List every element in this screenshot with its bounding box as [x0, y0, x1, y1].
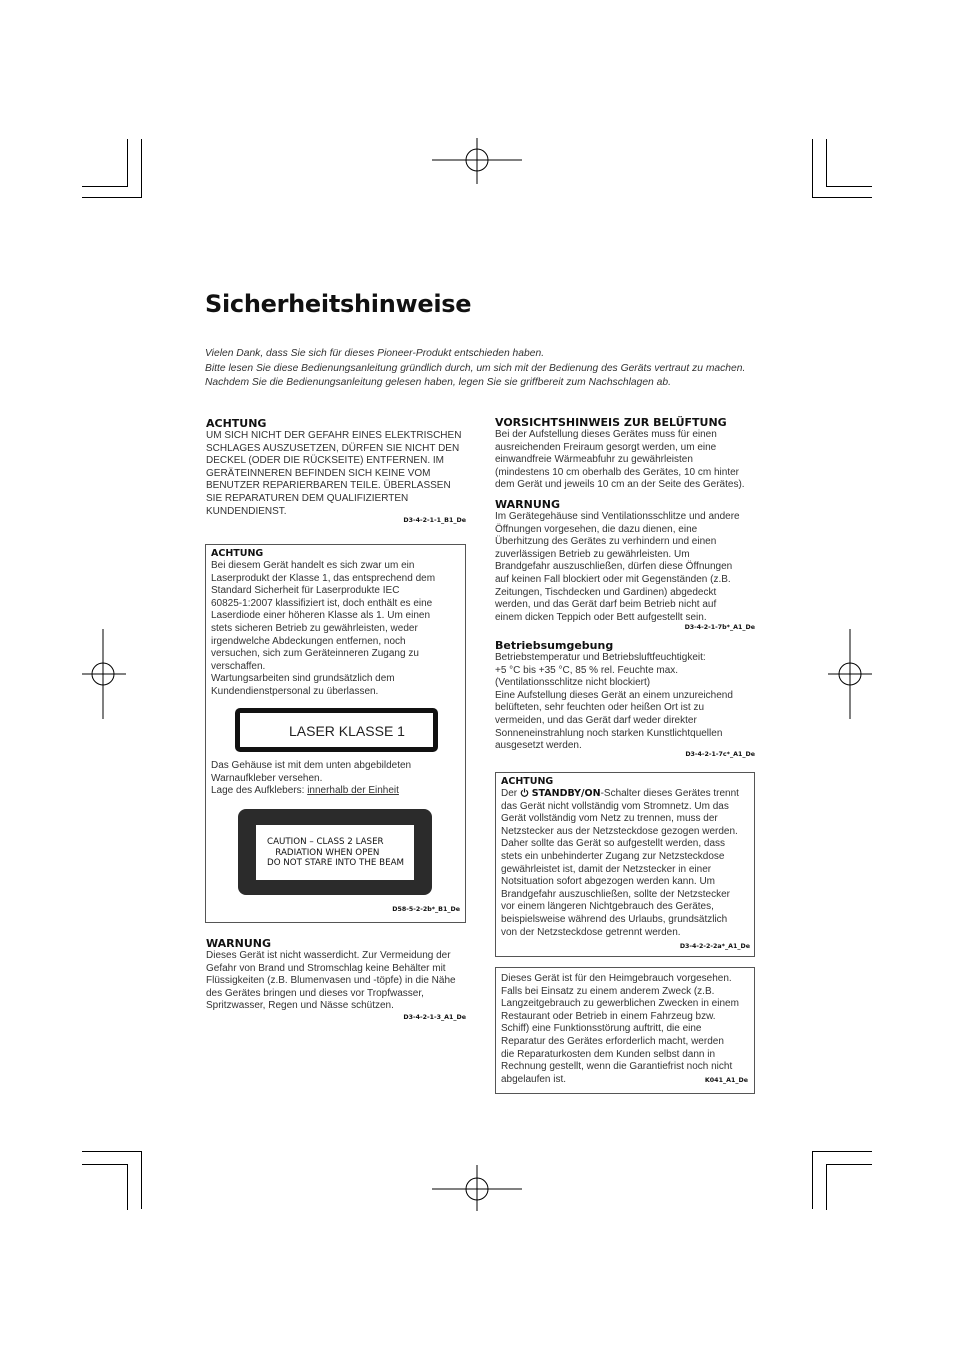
laser-warning-box	[205, 544, 466, 923]
paragraph-line: das Gerät nicht vollständig vom Stromnetz. Um das	[501, 800, 729, 812]
paragraph-line: Spritzwasser, Regen und Nässe schützen.	[206, 1000, 394, 1012]
sticker-location-value: innerhalb der Einheit	[307, 785, 399, 797]
paragraph-line: Der STANDBY/ON-Schalter dieses Gerätes trennt	[501, 788, 739, 799]
paragraph-line: (Ventilationsschlitze nicht blockiert)	[495, 677, 651, 689]
section-heading: VORSICHTSHINWEIS ZUR BELÜFTUNG	[495, 416, 727, 429]
paragraph-line: einwandfreie Wärmeabfuhr zu gewährleisten	[495, 454, 693, 466]
paragraph-line: Das Gehäuse ist mit dem unten abgebildeten	[211, 760, 412, 771]
paragraph-line: (mindestens 10 cm oberhalb des Gerätes, 10 cm hinter	[495, 466, 740, 478]
box-heading: ACHTUNG	[211, 548, 264, 559]
paragraph-line: versuchen, sich zum Geräteinneren Zugang zu	[211, 648, 419, 660]
paragraph-line: +5 °C bis +35 °C, 85 % rel. Feuchte max.	[495, 664, 679, 676]
paragraph-line: Wartungsarbeiten sind grundsätzlich dem	[211, 673, 395, 685]
paragraph-line: dem Gerät und jeweils 10 cm an der Seite des Gerätes).	[495, 479, 745, 491]
paragraph-line: Standard Sicherheit für Laserprodukte IEC	[211, 585, 400, 597]
paragraph-line: von der Netzsteckdose getrennt werden.	[501, 926, 681, 938]
home-use-box	[495, 967, 755, 1094]
power-icon	[520, 788, 529, 797]
paragraph-line: Langzeitgebrauch zu gewerblichen Zwecken in einem	[501, 998, 739, 1010]
paragraph-line: Betriebstemperatur und Betriebsluftfeuchtigkeit:	[495, 652, 706, 663]
intro-line: Bitte lesen Sie diese Bedienungsanleitung gründlich durch, um sich mit der Bedienung des Geräts vertraut zu machen.	[205, 362, 746, 374]
paragraph-line: Gefahr von Brand und Stromschlag keine Behälter mit	[206, 962, 446, 974]
warnung-openings-section	[495, 498, 755, 633]
paragraph-line: GERÄTEINNEREN BEFINDEN SICH KEINE VOM	[206, 467, 431, 479]
paragraph-line: Notsituation sofort abgezogen werden kann. Um	[501, 876, 716, 888]
laser-class-label-text: LASER KLASSE 1	[289, 723, 405, 739]
paragraph-line: Daher sollte das Gerät so aufgestellt werden, dass	[501, 838, 726, 850]
intro-text	[205, 347, 745, 391]
paragraph-line: stets sicheren Betrieb zu gewährleisten, weder	[211, 622, 418, 634]
section-heading: ACHTUNG	[206, 417, 267, 430]
box-heading: ACHTUNG	[501, 776, 554, 787]
paragraph-line: belüfteten, sehr feuchten oder heißen Ort ist zu	[495, 702, 705, 714]
paragraph-line: ausreichenden Freiraum gesorgt werden, um eine	[495, 441, 717, 453]
paragraph-line: abgelaufen ist.	[501, 1073, 567, 1085]
paragraph-line: die Reparaturkosten dem Kunden selbst dann in	[501, 1048, 716, 1060]
paragraph-line: SIE REPARATUREN DEM QUALIFIZIERTEN	[206, 492, 409, 504]
achtung-shock-section	[206, 417, 466, 526]
intro-line: Vielen Dank, dass Sie sich für dieses Pioneer-Produkt entschieden haben.	[205, 348, 545, 359]
paragraph-line: werden, und das Gerät darf beim Betrieb nicht auf	[495, 599, 717, 611]
paragraph-line: Rechnung gestellt, wenn die Garantiefrist noch nicht	[501, 1061, 733, 1073]
reference-code: D3-4-2-1-7b*_A1_De	[684, 624, 755, 632]
paragraph-line: des Gerätes bringen und dieses vor Tropfwasser,	[206, 987, 424, 999]
paragraph-line: Gerät vollständig vom Netz zu trennen, muss der	[501, 813, 718, 825]
paragraph-line: Falls bei Einsatz zu einem anderem Zweck (z.B.	[501, 985, 715, 997]
paragraph-line: KUNDENDIENST.	[206, 505, 287, 517]
paragraph-line: Öffnungen vorgesehen, die dazu dienen, eine	[495, 523, 698, 535]
paragraph-line: Flüssigkeiten (z.B. Blumenvasen und -töpfe) in die Nähe	[206, 975, 456, 987]
paragraph-line: beispielsweise während des Urlaubs, grundsätzlich	[501, 913, 728, 925]
reference-code: D58-5-2-2b*_B1_De	[392, 906, 460, 913]
reference-code: D3-4-2-1-1_B1_De	[403, 517, 466, 525]
paragraph-line: Überhitzung des Gerätes zu verhindern und einen	[495, 536, 717, 548]
paragraph-line: UM SICH NICHT DER GEFAHR EINES ELEKTRISCHEN	[206, 430, 462, 441]
paragraph-line: Bei diesem Gerät handelt es sich zwar um ein	[211, 560, 415, 571]
paragraph-line: Sonneneinstrahlung noch starken Kunstlichtquellen	[495, 727, 723, 739]
registration-mark-bottom	[432, 1165, 522, 1211]
paragraph-line: Restaurant oder Betrieb in einem Fahrzeug bzw.	[501, 1010, 716, 1022]
paragraph-line: BENUTZER REPARIERBAREN TEILE. ÜBERLASSEN	[206, 480, 451, 492]
registration-mark-top	[432, 138, 522, 184]
paragraph-line: Dieses Gerät ist nicht wasserdicht. Zur Vermeidung der	[206, 950, 451, 961]
reference-code: D3-4-2-1-3_A1_De	[403, 1013, 466, 1021]
section-heading: WARNUNG	[495, 498, 560, 511]
registration-mark-left	[82, 629, 126, 719]
paragraph-line: Eine Aufstellung dieses Gerät an einem unzureichend	[495, 689, 733, 701]
paragraph-line: Im Gerätegehäuse sind Ventilationsschlitze und andere	[495, 511, 740, 522]
registration-mark-right	[828, 629, 872, 719]
paragraph-line: Zeitungen, Tischdecken und Gardinen) abgedeckt	[495, 586, 717, 598]
paragraph-line: einem dicken Teppich oder Bett aufgestellt sein.	[495, 611, 707, 623]
paragraph-line: DECKEL (ODER DIE RÜCKSEITE) ENTFERNEN. IM	[206, 455, 444, 467]
caution-label-text: CAUTION – CLASS 2 LASER RADIATION WHEN OPEN DO NOT STARE INTO THE BEAM	[267, 837, 405, 868]
reference-code: K041_A1_De	[704, 1077, 748, 1084]
laser-class-label	[235, 708, 438, 752]
paragraph-line: ausgesetzt werden.	[495, 740, 582, 752]
paragraph-line: zuverlässigen Betrieb zu gewährleisten. Um	[495, 548, 690, 560]
paragraph-line: Laserdiode einer höheren Klasse als 1. Um einen	[211, 610, 431, 622]
sticker-location: Lage des Aufklebers: innerhalb der Einheit	[211, 785, 399, 797]
standby-button-label: STANDBY/ON	[531, 788, 601, 799]
paragraph-line: Laserprodukt der Klasse 1, das entsprechend dem	[211, 572, 436, 584]
paragraph-line: 60825-1:2007 klassifiziert ist, doch enthält es eine	[211, 597, 433, 609]
paragraph-line: stets ein unbehinderter Zugang zur Netzsteckdose	[501, 850, 725, 862]
reference-code: D3-4-2-1-7c*_A1_De	[685, 750, 755, 758]
paragraph-line: Brandgefahr auszuschließen, dürfen diese Öffnungen	[495, 561, 733, 573]
paragraph-line: Warnaufkleber versehen.	[211, 772, 323, 784]
intro-line: Nachdem Sie die Bedienungsanleitung gelesen haben, legen Sie sie griffbereit zum Nachschlagen ab.	[205, 377, 671, 388]
warnung-water-section	[206, 937, 466, 1023]
ventilation-section	[495, 416, 757, 492]
paragraph-line: irgendwelche Abdeckungen entfernen, noch	[211, 635, 406, 647]
paragraph-line: SCHLAGES AUSZUSETZEN, DÜRFEN SIE NICHT DEN	[206, 442, 460, 454]
paragraph-line: Dieses Gerät ist für den Heimgebrauch vorgesehen.	[501, 973, 732, 984]
section-heading: WARNUNG	[206, 937, 271, 950]
page-title: Sicherheitshinweise	[205, 290, 472, 318]
paragraph-line: verschaffen.	[211, 660, 266, 672]
paragraph-line: Reparatur des Gerätes erforderlich macht, werden	[501, 1035, 724, 1047]
paragraph-line: Schiff) eine Funktionsstörung auftritt, die eine	[501, 1023, 702, 1035]
paragraph-line: Bei der Aufstellung dieses Gerätes muss für einen	[495, 429, 717, 440]
paragraph-line: Brandgefahr auszuschließen, sollte der Netzstecker	[501, 888, 731, 900]
paragraph-line: Netzstecker aus der Netzsteckdose gezogen werden.	[501, 825, 738, 837]
paragraph-line: vor einem längeren Nichtgebrauch des Gerätes,	[501, 901, 714, 913]
section-heading: Betriebsumgebung	[495, 639, 614, 652]
paragraph-line: vermeiden, und das Gerät darf weder direkter	[495, 714, 697, 726]
caution-class2-label	[238, 809, 432, 895]
paragraph-line: Kundendienstpersonal zu überlassen.	[211, 685, 379, 697]
paragraph-line: auf keinen Fall blockiert oder mit Gegenständen (z.B.	[495, 573, 731, 585]
standby-warning-box	[495, 772, 755, 957]
operating-environment-section	[495, 639, 755, 760]
reference-code: D3-4-2-2-2a*_A1_De	[679, 943, 750, 950]
paragraph-line: gewährleistet ist, damit der Netzstecker in einer	[501, 863, 712, 875]
